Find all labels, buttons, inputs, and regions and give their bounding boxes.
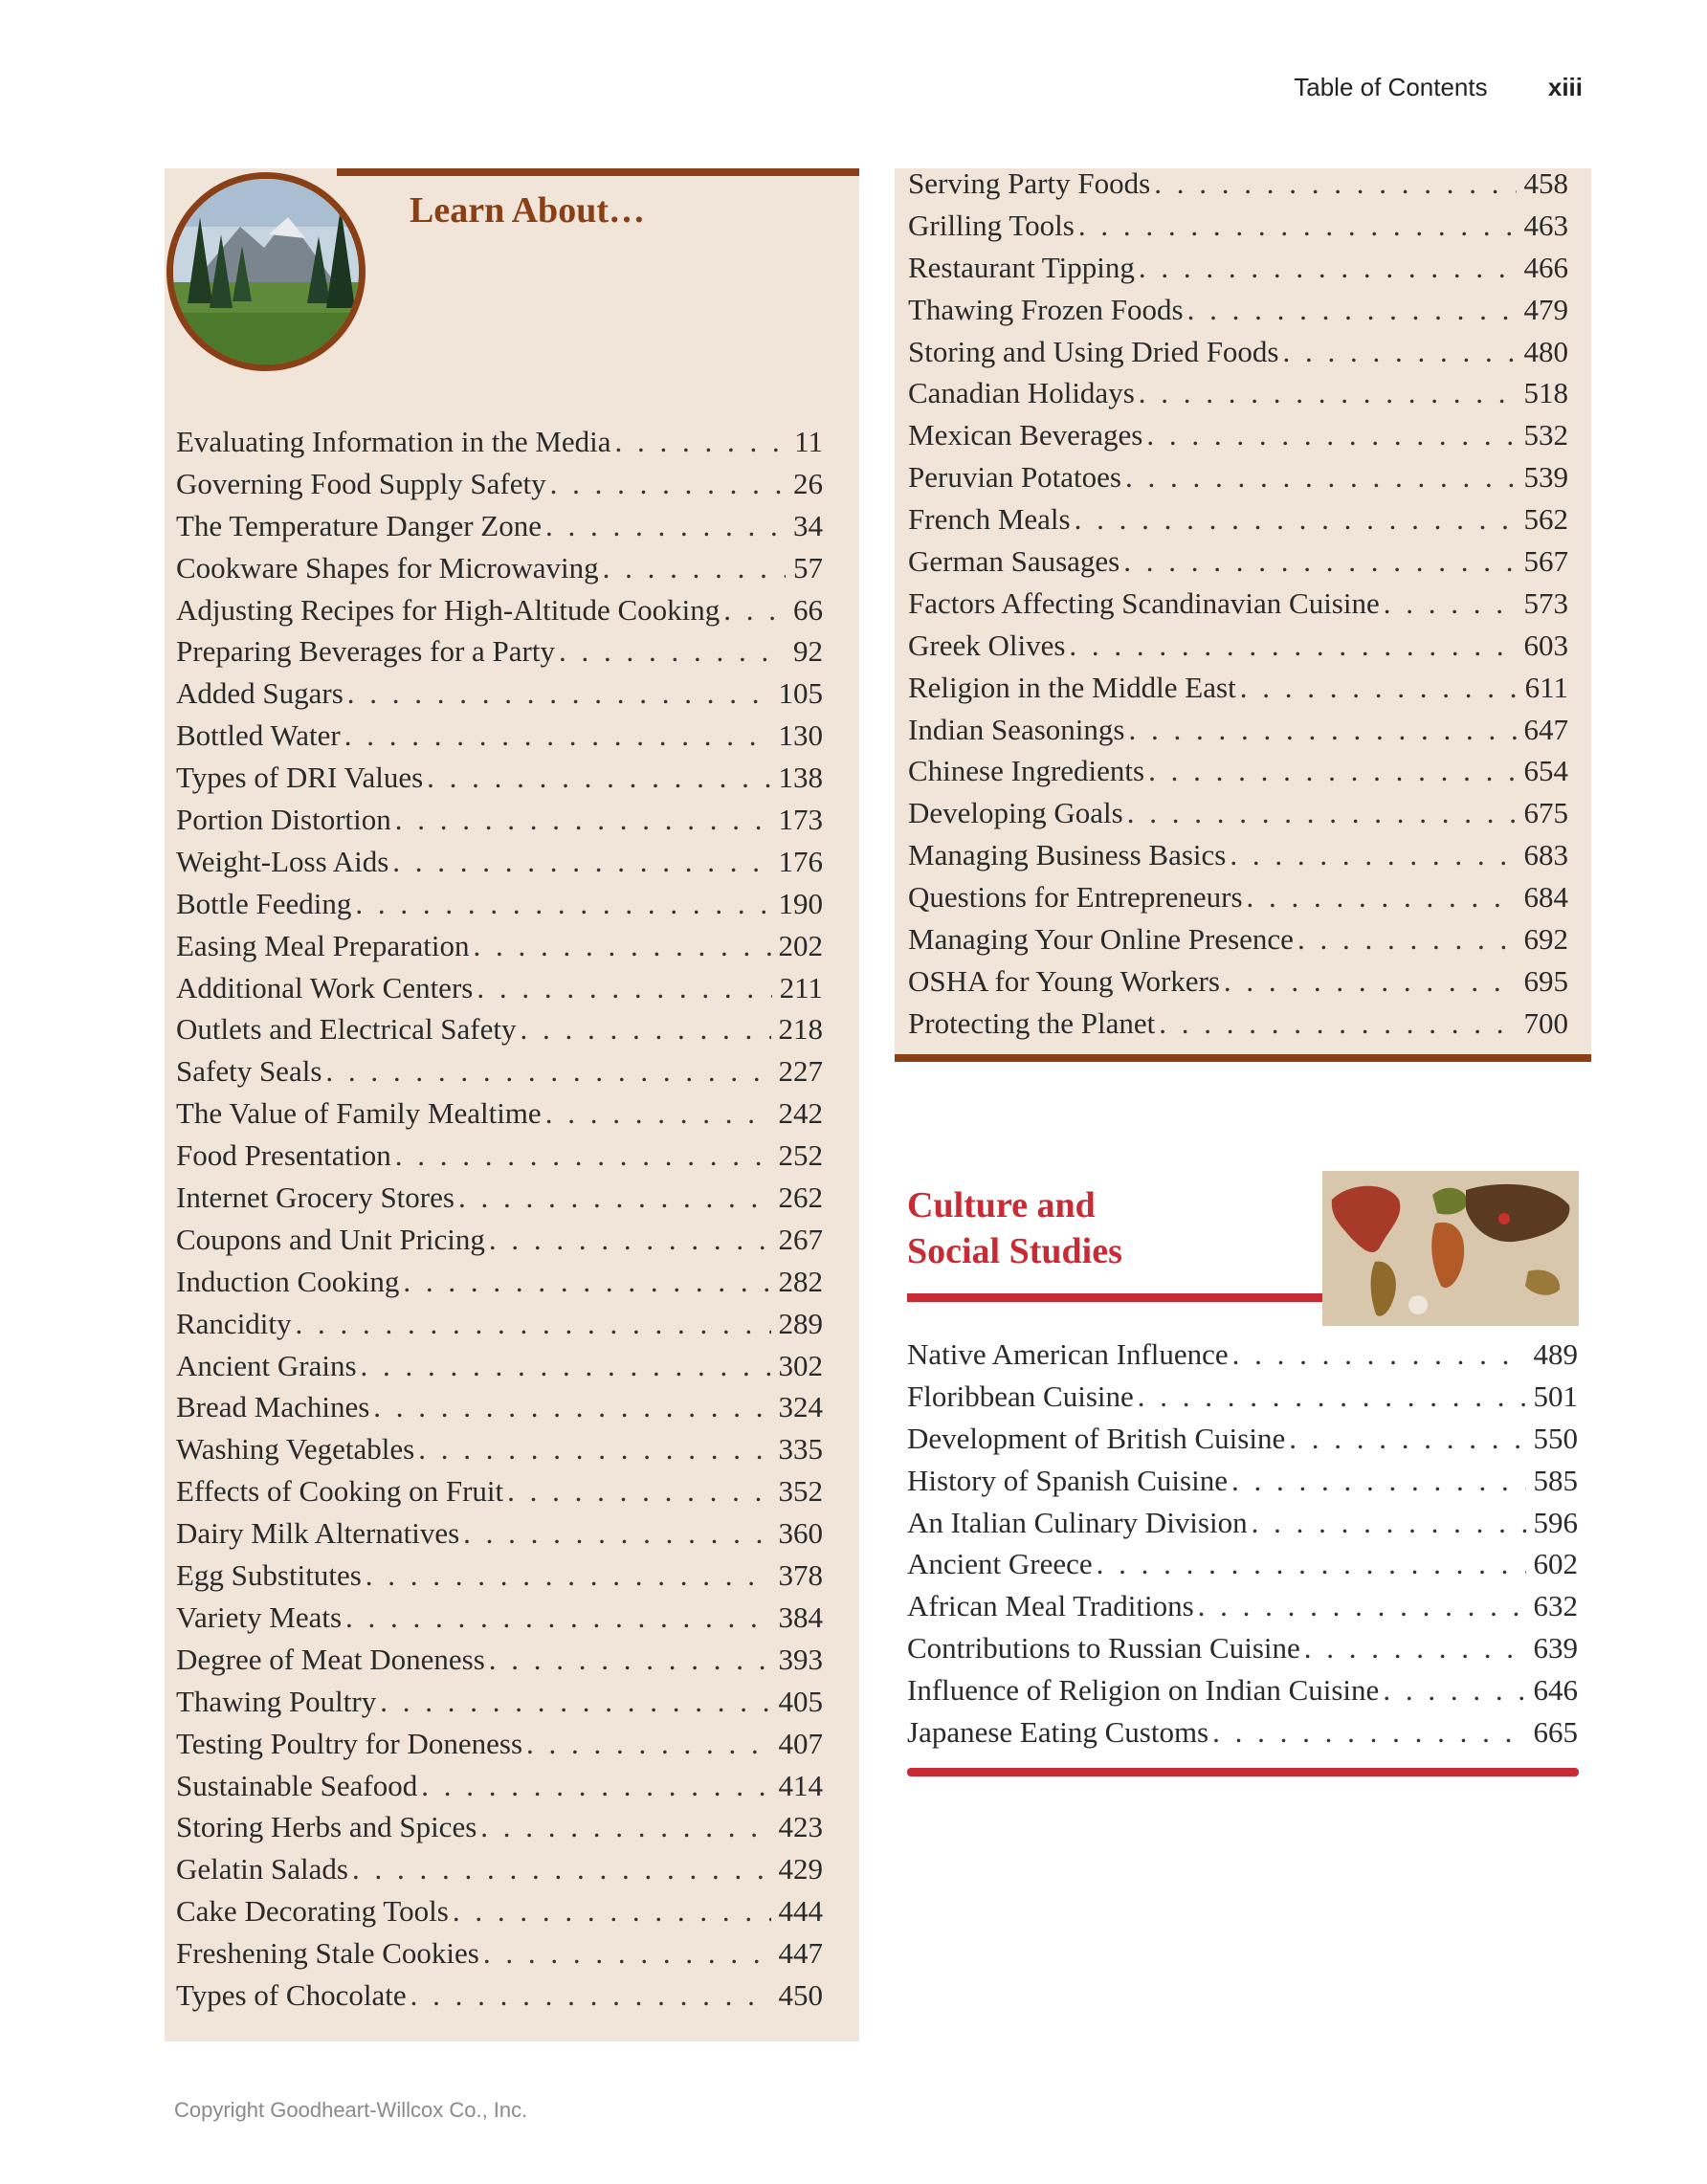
dot-leader [1121, 456, 1517, 498]
dot-leader [1380, 583, 1517, 625]
dot-leader [1243, 876, 1517, 918]
entry-title: Gelatin Salads [176, 1852, 348, 1886]
toc-entry [908, 456, 1568, 498]
entry-title: Developing Goals [908, 796, 1123, 830]
entry-title: Coupons and Unit Pricing [176, 1222, 485, 1256]
entry-title: Indian Seasonings [908, 712, 1125, 746]
toc-entry [907, 1376, 1578, 1418]
entry-title: Sustainable Seafood [176, 1768, 418, 1802]
toc-entry [176, 1261, 823, 1303]
entry-page-number: 66 [793, 592, 823, 627]
entry-page-number: 190 [778, 886, 823, 920]
toc-entry [176, 421, 823, 463]
entry-title: Evaluating Information in the Media [176, 425, 611, 458]
copyright-notice: Copyright Goodheart-Willcox Co., Inc. [174, 2098, 528, 2122]
dot-leader [292, 1303, 771, 1345]
entry-title: Internet Grocery Stores [176, 1180, 454, 1215]
entry-page-number: 26 [793, 466, 823, 500]
entry-title: Adjusting Recipes for High-Altitude Cooking [176, 592, 720, 627]
entry-title: Types of DRI Values [176, 761, 424, 795]
entry-title: Testing Poultry for Doneness [176, 1726, 523, 1760]
entry-page-number: 647 [1523, 712, 1568, 746]
entry-page-number: 646 [1533, 1673, 1578, 1708]
dot-leader [1093, 1543, 1526, 1585]
entry-title: Chinese Ingredients [908, 754, 1145, 788]
entry-title: Bottled Water [176, 718, 341, 753]
dot-leader [1294, 918, 1517, 960]
dot-leader [485, 1639, 771, 1681]
entry-title: French Meals [908, 502, 1071, 537]
dot-leader [1144, 750, 1516, 792]
entry-page-number: 654 [1523, 754, 1568, 788]
entry-page-number: 393 [778, 1642, 823, 1676]
entry-page-number: 252 [778, 1138, 823, 1173]
dot-leader [388, 841, 770, 883]
toc-entry [176, 1974, 823, 2017]
entry-title: Ancient Greece [907, 1547, 1093, 1581]
entry-title: Floribbean Cuisine [907, 1379, 1134, 1413]
entry-page-number: 700 [1523, 1005, 1568, 1040]
entry-title: Factors Affecting Scandinavian Cuisine [908, 585, 1380, 620]
dot-leader [407, 1974, 771, 2017]
dot-leader [1065, 625, 1516, 667]
dot-leader [376, 1681, 770, 1723]
entry-page-number: 611 [1524, 670, 1568, 704]
entry-title: Managing Business Basics [908, 838, 1227, 872]
entry-title: Protecting the Planet [908, 1005, 1156, 1040]
entry-page-number: 450 [778, 1977, 823, 2012]
entry-page-number: 105 [778, 676, 823, 711]
entry-page-number: 518 [1523, 376, 1568, 410]
entry-title: Preparing Beverages for a Party [176, 634, 555, 669]
dot-leader [1150, 163, 1516, 205]
entry-page-number: 596 [1533, 1505, 1578, 1539]
dot-leader [546, 463, 786, 505]
dot-leader [473, 967, 771, 1009]
entry-page-number: 282 [778, 1264, 823, 1298]
dot-leader [369, 1386, 770, 1428]
dot-leader [1248, 1502, 1526, 1544]
entry-page-number: 466 [1523, 250, 1568, 284]
entry-page-number: 176 [778, 844, 823, 878]
dot-leader [391, 1135, 771, 1177]
toc-entry [908, 1003, 1568, 1045]
entry-page-number: 378 [778, 1558, 823, 1593]
toc-entry [908, 792, 1568, 834]
entry-title: Religion in the Middle East [908, 670, 1236, 704]
entry-page-number: 423 [778, 1810, 823, 1844]
entry-title: Induction Cooking [176, 1264, 400, 1298]
page-header [1294, 73, 1583, 102]
entry-title: Managing Your Online Presence [908, 922, 1294, 957]
entry-page-number: 211 [779, 970, 823, 1004]
entry-title: Bottle Feeding [176, 886, 352, 920]
entry-title: Canadian Holidays [908, 376, 1135, 410]
toc-entry [907, 1543, 1578, 1585]
entry-page-number: 414 [778, 1768, 823, 1802]
dot-leader [503, 1470, 770, 1512]
entry-page-number: 92 [793, 634, 823, 669]
toc-entry [176, 1386, 823, 1428]
toc-entry [908, 289, 1568, 331]
dot-leader [555, 630, 786, 673]
entry-title: Washing Vegetables [176, 1432, 415, 1467]
dot-leader [1075, 205, 1517, 247]
entry-title: OSHA for Young Workers [908, 963, 1220, 998]
entry-page-number: 684 [1523, 880, 1568, 915]
toc-entry [908, 205, 1568, 247]
toc-entry [176, 1765, 823, 1807]
dot-leader [599, 547, 786, 589]
dot-leader [1279, 331, 1517, 373]
toc-entry [176, 967, 823, 1009]
entry-title: Questions for Entrepreneurs [908, 880, 1243, 915]
toc-entry [908, 750, 1568, 792]
dot-leader [1135, 372, 1517, 414]
entry-title: Cookware Shapes for Microwaving [176, 550, 599, 585]
dot-leader [344, 673, 771, 715]
toc-entry [176, 1555, 823, 1597]
entry-title: Peruvian Potatoes [908, 460, 1121, 495]
toc-entry [907, 1418, 1578, 1460]
entry-page-number: 360 [778, 1516, 823, 1551]
dot-leader [1228, 1460, 1526, 1502]
dot-leader [1226, 834, 1516, 876]
toc-entry [176, 1092, 823, 1135]
entry-page-number: 444 [778, 1894, 823, 1929]
toc-entry [176, 1932, 823, 1974]
dot-leader [351, 883, 770, 925]
entry-page-number: 479 [1523, 292, 1568, 326]
dot-leader [469, 925, 770, 967]
entry-title: Influence of Religion on Indian Cuisine [907, 1673, 1380, 1708]
entry-title: Greek Olives [908, 628, 1066, 662]
entry-title: Japanese Eating Customs [907, 1715, 1209, 1750]
entry-page-number: 405 [778, 1684, 823, 1718]
toc-entry [176, 1806, 823, 1848]
dot-leader [391, 799, 771, 841]
dot-leader [542, 505, 786, 547]
dot-leader [342, 1597, 770, 1639]
toc-entry [176, 1470, 823, 1512]
entry-title: African Meal Traditions [907, 1589, 1194, 1623]
entry-title: Easing Meal Preparation [176, 928, 470, 962]
entry-title: Contributions to Russian Cuisine [907, 1631, 1300, 1666]
toc-entry [176, 1303, 823, 1345]
dot-leader [357, 1345, 771, 1387]
toc-entry [176, 841, 823, 883]
entry-page-number: 562 [1523, 502, 1568, 537]
toc-entry [907, 1460, 1578, 1502]
entry-page-number: 138 [778, 761, 823, 795]
learn-about-bottom-rule [895, 1054, 1591, 1062]
entry-page-number: 302 [778, 1348, 823, 1382]
toc-entry [176, 1008, 823, 1050]
dot-leader [341, 715, 771, 757]
entry-page-number: 242 [778, 1096, 823, 1131]
entry-page-number: 407 [778, 1726, 823, 1760]
toc-entry [176, 505, 823, 547]
dot-leader [1142, 414, 1516, 456]
toc-entry [176, 1135, 823, 1177]
entry-page-number: 324 [778, 1390, 823, 1424]
toc-entry [908, 163, 1568, 205]
entry-page-number: 489 [1533, 1337, 1578, 1371]
entry-title: History of Spanish Cuisine [907, 1463, 1228, 1497]
dot-leader [1124, 709, 1516, 751]
entry-title: An Italian Culinary Division [907, 1505, 1248, 1539]
dot-leader [1135, 247, 1517, 289]
learn-about-panel [165, 168, 859, 2041]
entry-title: The Value of Family Mealtime [176, 1096, 542, 1131]
entry-page-number: 665 [1533, 1715, 1578, 1750]
toc-entry [908, 960, 1568, 1003]
toc-entry [176, 1428, 823, 1470]
toc-entry [908, 625, 1568, 667]
dot-leader [459, 1512, 770, 1555]
entry-title: Weight-Loss Aids [176, 844, 389, 878]
dot-leader [1379, 1669, 1525, 1711]
mountain-meadow-photo [166, 172, 366, 371]
learn-about-top-rule [337, 168, 859, 176]
toc-entry [176, 1723, 823, 1765]
dot-leader [1300, 1627, 1526, 1669]
spice-world-map-photo [1322, 1171, 1579, 1326]
entry-title: Storing and Using Dried Foods [908, 334, 1279, 368]
dot-leader [1208, 1711, 1525, 1754]
entry-page-number: 202 [778, 928, 823, 962]
entry-title: Mexican Beverages [908, 418, 1143, 452]
toc-entry [907, 1669, 1578, 1711]
dot-leader [1285, 1418, 1525, 1460]
entry-page-number: 695 [1523, 963, 1568, 998]
entry-title: Freshening Stale Cookies [176, 1936, 479, 1971]
entry-page-number: 573 [1523, 585, 1568, 620]
toc-entry [908, 247, 1568, 289]
culture-list [907, 1334, 1578, 1754]
learn-about-continued-list [908, 163, 1568, 1045]
entry-title: Storing Herbs and Spices [176, 1810, 477, 1844]
toc-entry [908, 414, 1568, 456]
entry-title: Added Sugars [176, 676, 344, 711]
entry-page-number: 335 [778, 1432, 823, 1467]
entry-title: Egg Substitutes [176, 1558, 362, 1593]
dot-leader [522, 1723, 770, 1765]
toc-entry [176, 925, 823, 967]
entry-page-number: 692 [1523, 922, 1568, 957]
dot-leader [321, 1050, 770, 1092]
entry-page-number: 501 [1533, 1379, 1578, 1413]
toc-entry [908, 331, 1568, 373]
dot-leader [423, 757, 770, 799]
entry-title: Safety Seals [176, 1054, 322, 1089]
toc-entry [907, 1334, 1578, 1376]
toc-entry [176, 1050, 823, 1092]
toc-entry [176, 1345, 823, 1387]
culture-title-line-2: Social Studies [907, 1231, 1122, 1271]
entry-title: Thawing Poultry [176, 1684, 377, 1718]
toc-entry [176, 1890, 823, 1932]
entry-page-number: 632 [1533, 1589, 1578, 1623]
toc-entry [176, 630, 823, 673]
dot-leader [1229, 1334, 1526, 1376]
entry-title: Native American Influence [907, 1337, 1229, 1371]
page-number: xiii [1547, 73, 1583, 101]
entry-page-number: 639 [1533, 1631, 1578, 1666]
toc-entry [176, 547, 823, 589]
entry-title: Serving Party Foods [908, 166, 1151, 200]
entry-title: Portion Distortion [176, 803, 391, 837]
toc-entry [176, 1597, 823, 1639]
entry-page-number: 218 [778, 1012, 823, 1047]
toc-entry [176, 1219, 823, 1261]
dot-leader [1120, 540, 1516, 583]
entry-title: Ancient Grains [176, 1348, 357, 1382]
toc-entry [176, 757, 823, 799]
toc-entry [907, 1502, 1578, 1544]
dot-leader [399, 1261, 770, 1303]
dot-leader [414, 1428, 770, 1470]
toc-entry [176, 589, 823, 631]
dot-leader [542, 1092, 771, 1135]
toc-entry [176, 1848, 823, 1890]
entry-page-number: 585 [1533, 1463, 1578, 1497]
dot-leader [1155, 1003, 1516, 1045]
dot-leader [611, 421, 787, 463]
entry-title: Rancidity [176, 1306, 292, 1340]
toc-entry [176, 1681, 823, 1723]
toc-entry [176, 673, 823, 715]
entry-page-number: 458 [1523, 166, 1568, 200]
dot-leader [1134, 1376, 1526, 1418]
entry-title: Food Presentation [176, 1138, 391, 1173]
entry-page-number: 11 [794, 425, 823, 458]
entry-page-number: 352 [778, 1474, 823, 1509]
entry-page-number: 267 [778, 1222, 823, 1256]
toc-entry [908, 372, 1568, 414]
dot-leader [417, 1765, 770, 1807]
dot-leader [477, 1806, 770, 1848]
entry-title: Types of Chocolate [176, 1977, 407, 2012]
entry-page-number: 289 [778, 1306, 823, 1340]
entry-page-number: 675 [1523, 796, 1568, 830]
entry-title: Development of British Cuisine [907, 1421, 1286, 1455]
entry-page-number: 57 [793, 550, 823, 585]
dot-leader [454, 1177, 771, 1219]
entry-page-number: 480 [1523, 334, 1568, 368]
entry-page-number: 567 [1523, 544, 1568, 579]
entry-page-number: 550 [1533, 1421, 1578, 1455]
entry-title: Variety Meats [176, 1599, 343, 1634]
toc-entry [908, 709, 1568, 751]
entry-title: Thawing Frozen Foods [908, 292, 1184, 326]
dot-leader [479, 1932, 771, 1974]
dot-leader [720, 589, 786, 631]
toc-entry [907, 1585, 1578, 1627]
dot-leader [1184, 289, 1517, 331]
learn-about-continued-panel [895, 168, 1591, 1062]
toc-entry [908, 583, 1568, 625]
entry-page-number: 532 [1523, 418, 1568, 452]
entry-page-number: 447 [778, 1936, 823, 1971]
culture-top-rule [907, 1293, 1322, 1302]
culture-title [907, 1182, 1122, 1274]
entry-title: Dairy Milk Alternatives [176, 1516, 460, 1551]
entry-title: Bread Machines [176, 1390, 370, 1424]
entry-title: Restaurant Tipping [908, 250, 1135, 284]
entry-page-number: 384 [778, 1599, 823, 1634]
entry-page-number: 539 [1523, 460, 1568, 495]
entry-title: German Sausages [908, 544, 1120, 579]
toc-entry [908, 834, 1568, 876]
entry-page-number: 262 [778, 1180, 823, 1215]
dot-leader [1236, 667, 1518, 709]
toc-entry [176, 463, 823, 505]
learn-about-list [176, 421, 823, 2017]
dot-leader [1220, 960, 1517, 1003]
entry-title: Governing Food Supply Safety [176, 466, 546, 500]
entry-title: Grilling Tools [908, 208, 1075, 242]
toc-entry [908, 540, 1568, 583]
toc-entry [176, 799, 823, 841]
section-title: Table of Contents [1294, 73, 1488, 101]
toc-entry [908, 667, 1568, 709]
entry-page-number: 603 [1523, 628, 1568, 662]
dot-leader [1194, 1585, 1526, 1627]
dot-leader [362, 1555, 771, 1597]
entry-page-number: 34 [793, 508, 823, 542]
culture-bottom-rule [907, 1768, 1579, 1776]
entry-title: Degree of Meat Doneness [176, 1642, 485, 1676]
dot-leader [1123, 792, 1517, 834]
dot-leader [348, 1848, 771, 1890]
toc-entry [908, 918, 1568, 960]
entry-title: Additional Work Centers [176, 970, 474, 1004]
culture-title-line-1: Culture and [907, 1185, 1096, 1225]
toc-entry [908, 498, 1568, 540]
entry-page-number: 602 [1533, 1547, 1578, 1581]
entry-title: Outlets and Electrical Safety [176, 1012, 517, 1047]
toc-entry [176, 883, 823, 925]
dot-leader [485, 1219, 771, 1261]
dot-leader [1071, 498, 1517, 540]
entry-page-number: 227 [778, 1054, 823, 1089]
entry-title: The Temperature Danger Zone [176, 508, 542, 542]
toc-entry [176, 715, 823, 757]
entry-page-number: 173 [778, 803, 823, 837]
entry-page-number: 429 [778, 1852, 823, 1886]
toc-entry [907, 1627, 1578, 1669]
dot-leader [449, 1890, 771, 1932]
toc-entry [907, 1711, 1578, 1754]
toc-entry [908, 876, 1568, 918]
entry-page-number: 463 [1523, 208, 1568, 242]
entry-title: Effects of Cooking on Fruit [176, 1474, 504, 1509]
toc-entry [176, 1512, 823, 1555]
entry-page-number: 683 [1523, 838, 1568, 872]
learn-about-title: Learn About… [410, 190, 645, 231]
dot-leader [517, 1008, 771, 1050]
entry-title: Cake Decorating Tools [176, 1894, 449, 1929]
toc-entry [176, 1177, 823, 1219]
entry-page-number: 130 [778, 718, 823, 753]
toc-entry [176, 1639, 823, 1681]
